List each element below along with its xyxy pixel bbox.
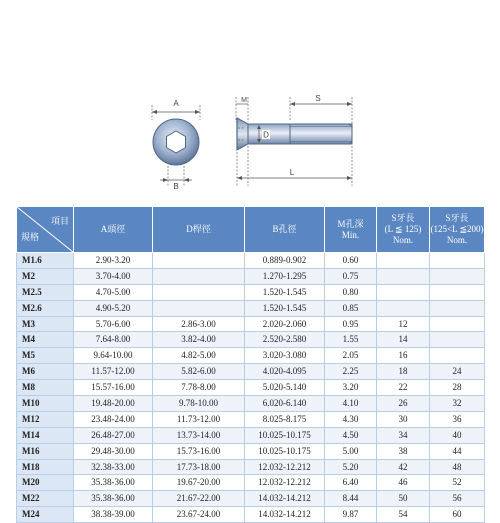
label-d: D [263, 130, 269, 140]
cell-a: 5.70-6.00 [74, 316, 153, 332]
cell-d: 3.82-4.00 [153, 332, 245, 348]
cell-s1: 14 [377, 332, 430, 348]
cell-size: M2 [17, 268, 74, 284]
cell-s2 [430, 253, 485, 269]
screw-dimension-drawing [0, 0, 500, 200]
cell-size: M20 [17, 475, 74, 491]
cell-s1: 16 [377, 348, 430, 364]
header-s2-line2: (125<L ≦200) [430, 224, 484, 234]
cell-d: 2.86-3.00 [153, 316, 245, 332]
cell-s2: 44 [430, 443, 485, 459]
cell-d [153, 268, 245, 284]
cell-s2: 60 [430, 507, 485, 523]
header-s2-line1: S牙長 [445, 213, 469, 223]
cell-b: 14.032-14.212 [245, 507, 325, 523]
cell-m: 5.00 [325, 443, 377, 459]
header-s2 [430, 207, 485, 253]
cell-d: 4.82-5.00 [153, 348, 245, 364]
cell-a: 7.64-8.00 [74, 332, 153, 348]
cell-a: 15.57-16.00 [74, 380, 153, 396]
header-s1 [377, 207, 430, 253]
header-s1-line3: Nom. [392, 235, 414, 245]
cell-d [153, 300, 245, 316]
cell-a: 35.38-36.00 [74, 491, 153, 507]
cell-a: 35.38-36.00 [74, 475, 153, 491]
cell-b: 0.889-0.902 [245, 253, 325, 269]
cell-a: 2.90-3.20 [74, 253, 153, 269]
cell-b: 2.020-2.060 [245, 316, 325, 332]
cell-m: 6.40 [325, 475, 377, 491]
table-row [17, 316, 485, 332]
cell-s2: 24 [430, 364, 485, 380]
table-row [17, 364, 485, 380]
cell-s2: 28 [430, 380, 485, 396]
cell-b: 12.032-12.212 [245, 459, 325, 475]
cell-b: 12.032-12.212 [245, 475, 325, 491]
cell-size: M10 [17, 396, 74, 412]
spec-table-body [17, 253, 485, 523]
cell-b: 1.520-1.545 [245, 300, 325, 316]
cell-b: 1.270-1.295 [245, 268, 325, 284]
cell-a: 38.38-39.00 [74, 507, 153, 523]
cell-m: 8.44 [325, 491, 377, 507]
spec-table [16, 206, 485, 523]
cell-m: 4.10 [325, 396, 377, 412]
cell-size: M4 [17, 332, 74, 348]
cell-a: 9.64-10.00 [74, 348, 153, 364]
cell-s1: 18 [377, 364, 430, 380]
header-b: B孔徑 [245, 207, 325, 253]
cell-m: 4.50 [325, 427, 377, 443]
countersunk-head [237, 118, 248, 150]
cell-s1 [377, 268, 430, 284]
cell-s1 [377, 284, 430, 300]
cell-b: 10.025-10.175 [245, 443, 325, 459]
side-view [236, 94, 352, 186]
label-m: M [241, 97, 247, 104]
cell-b: 4.020-4.095 [245, 364, 325, 380]
header-d: D桿徑 [153, 207, 245, 253]
cell-m: 0.80 [325, 284, 377, 300]
header-corner [17, 207, 74, 253]
table-row [17, 411, 485, 427]
cell-m: 9.87 [325, 507, 377, 523]
cell-size: M3 [17, 316, 74, 332]
cell-a: 4.90-5.20 [74, 300, 153, 316]
header-a: A頭徑 [74, 207, 153, 253]
header-s1-line1: S牙長 [391, 213, 415, 223]
cell-size: M16 [17, 443, 74, 459]
cell-m: 0.75 [325, 268, 377, 284]
cell-d [153, 284, 245, 300]
cell-d: 19.67-20.00 [153, 475, 245, 491]
table-row [17, 491, 485, 507]
cell-s2: 36 [430, 411, 485, 427]
header-s2-line3: Nom. [446, 235, 468, 245]
cell-a: 29.48-30.00 [74, 443, 153, 459]
cell-a: 32.38-33.00 [74, 459, 153, 475]
cell-d: 9.78-10.00 [153, 396, 245, 412]
cell-b: 3.020-3.080 [245, 348, 325, 364]
cell-m: 2.25 [325, 364, 377, 380]
cell-a: 11.57-12.00 [74, 364, 153, 380]
cell-s1: 38 [377, 443, 430, 459]
cell-d: 17.73-18.00 [153, 459, 245, 475]
cell-s2: 32 [430, 396, 485, 412]
header-m [325, 207, 377, 253]
cell-b: 10.025-10.175 [245, 427, 325, 443]
header-m-line1: M孔深 [337, 218, 364, 229]
table-row [17, 396, 485, 412]
cell-m: 0.85 [325, 300, 377, 316]
front-view [152, 99, 200, 191]
table-row [17, 475, 485, 491]
label-b: B [173, 182, 179, 191]
cell-s1: 30 [377, 411, 430, 427]
cell-d [153, 253, 245, 269]
table-row [17, 380, 485, 396]
cell-size: M22 [17, 491, 74, 507]
cell-size: M14 [17, 427, 74, 443]
cell-s1 [377, 253, 430, 269]
cell-d: 7.78-8.00 [153, 380, 245, 396]
table-row [17, 332, 485, 348]
cell-size: M8 [17, 380, 74, 396]
table-row [17, 300, 485, 316]
cell-s1: 34 [377, 427, 430, 443]
cell-s1: 46 [377, 475, 430, 491]
cell-m: 3.20 [325, 380, 377, 396]
cell-s1: 22 [377, 380, 430, 396]
header-s1-line2: (L ≦ 125) [384, 224, 422, 234]
hex-socket [167, 131, 186, 153]
cell-s2 [430, 316, 485, 332]
cell-s2: 40 [430, 427, 485, 443]
table-row [17, 284, 485, 300]
label-s: S [315, 94, 321, 103]
cell-s2: 48 [430, 459, 485, 475]
table-row [17, 443, 485, 459]
cell-size: M18 [17, 459, 74, 475]
label-a: A [173, 99, 179, 108]
cell-b: 6.020-6.140 [245, 396, 325, 412]
cell-s2 [430, 268, 485, 284]
cell-a: 26.48-27.00 [74, 427, 153, 443]
corner-spec-label: 規格 [21, 232, 40, 242]
cell-m: 5.20 [325, 459, 377, 475]
cell-m: 0.60 [325, 253, 377, 269]
cell-s2 [430, 284, 485, 300]
cell-s1: 12 [377, 316, 430, 332]
cell-d: 13.73-14.00 [153, 427, 245, 443]
cell-a: 19.48-20.00 [74, 396, 153, 412]
cell-m: 4.30 [325, 411, 377, 427]
table-row [17, 427, 485, 443]
cell-size: M2.5 [17, 284, 74, 300]
cell-m: 1.55 [325, 332, 377, 348]
cell-s1: 54 [377, 507, 430, 523]
cell-m: 2.05 [325, 348, 377, 364]
cell-a: 23.48-24.00 [74, 411, 153, 427]
cell-size: M24 [17, 507, 74, 523]
table-header-row [17, 207, 485, 253]
table-row [17, 268, 485, 284]
cell-s1: 50 [377, 491, 430, 507]
cell-d: 11.73-12.00 [153, 411, 245, 427]
cell-a: 4.70-5.00 [74, 284, 153, 300]
table-row [17, 348, 485, 364]
cell-s2: 56 [430, 491, 485, 507]
cell-b: 8.025-8.175 [245, 411, 325, 427]
cell-s1: 26 [377, 396, 430, 412]
cell-s1: 42 [377, 459, 430, 475]
cell-m: 0.95 [325, 316, 377, 332]
header-m-line2: Min. [341, 229, 360, 240]
cell-size: M5 [17, 348, 74, 364]
cell-s2: 52 [430, 475, 485, 491]
cell-d: 5.82-6.00 [153, 364, 245, 380]
cell-s2 [430, 348, 485, 364]
corner-item-label: 項目 [50, 216, 69, 226]
cell-s2 [430, 300, 485, 316]
cell-b: 14.032-14.212 [245, 491, 325, 507]
thread [290, 124, 352, 144]
cell-s1 [377, 300, 430, 316]
cell-a: 3.70-4.00 [74, 268, 153, 284]
table-row [17, 507, 485, 523]
label-l: L [289, 168, 295, 177]
table-row [17, 253, 485, 269]
cell-d: 21.67-22.00 [153, 491, 245, 507]
table-row [17, 459, 485, 475]
cell-s2 [430, 332, 485, 348]
cell-size: M1.6 [17, 253, 74, 269]
cell-b: 5.020-5.140 [245, 380, 325, 396]
cell-size: M2.6 [17, 300, 74, 316]
cell-b: 2.520-2.580 [245, 332, 325, 348]
cell-d: 23.67-24.00 [153, 507, 245, 523]
cell-d: 15.73-16.00 [153, 443, 245, 459]
cell-size: M6 [17, 364, 74, 380]
cell-size: M12 [17, 411, 74, 427]
cell-b: 1.520-1.545 [245, 284, 325, 300]
